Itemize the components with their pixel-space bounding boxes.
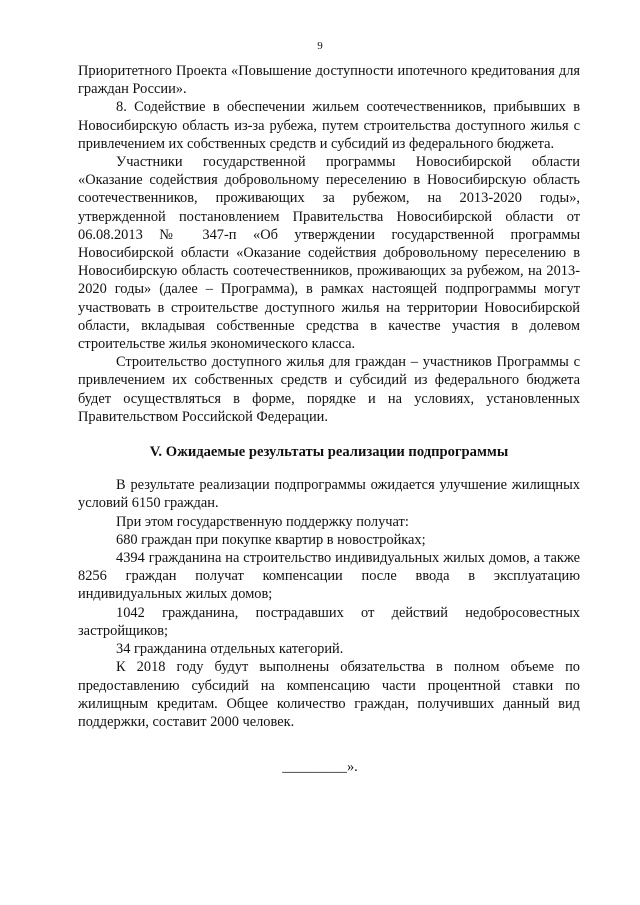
paragraph-special-categories: 34 гражданина отдельных категорий. (116, 641, 344, 658)
paragraph-defrauded-buyers: 1042 гражданина, пострадавших от действий недобросовестных застройщиков; (78, 604, 580, 639)
paragraph-individual-houses: 4394 гражданина на строительство индивидуальных жилых домов, а также 8256 граждан получат компенсации после ввода в эксплуатацию индивидуальных жилых домов; (78, 550, 580, 603)
paragraph-new-apartments: 680 граждан при покупке квартир в новостройках; (116, 531, 426, 548)
paragraph-interest-subsidies: К 2018 году будут выполнены обязательства в полном объеме по предоставлению субсидий на компенсацию части процентной ставки по жилищным кредитам. Общее количество граждан, получивших данный вид поддержки, составит 2000 человек. (78, 659, 580, 730)
closing-line: _________». (282, 759, 358, 775)
paragraph-program-participants: Участники государственной программы Новосибирской области «Оказание содействия добровольному переселению в Новосибирскую область соотечественников, проживающих за рубежом, на 2013-2020 годы», утвержденной постановлением Правительства Новосибирской области от 06.08.2013 № 347-п «Об утверждении государственной программы Новосибирской области «Оказание содействия добровольному переселению в Новосибирскую область соотечественников, проживающих за рубежом, на 2013-2020 годы» (далее – Программа), в рамках настоящей подпрограммы могут участвовать в строительстве доступного жилья на территории Новосибирской области, вкладывая собственные средства в качестве участия в долевом строительстве жилья экономического класса. (78, 154, 580, 353)
paragraph-construction-conditions: Строительство доступного жилья для граждан – участников Программы с привлечением их собственных средств и субсидий из федерального бюджета будет осуществляться в форме, порядке и на условиях, установленных Правительством Российской Федерации. (78, 354, 580, 425)
page-number: 9 (317, 40, 323, 52)
document-body (78, 62, 580, 731)
paragraph-item-8: 8. Содействие в обеспечении жильем соотечественников, прибывших в Новосибирскую область из-за рубежа, путем строительства доступного жилья с привлечением их собственных средств и субсидий из федерального бюджета. (78, 99, 580, 152)
paragraph-project-continuation: Приоритетного Проекта «Повышение доступности ипотечного кредитования для граждан России». (78, 63, 580, 98)
paragraph-expected-results: В результате реализации подпрограммы ожидается улучшение жилищных условий 6150 граждан. (78, 477, 580, 512)
paragraph-support-intro: При этом государственную поддержку получат: (116, 513, 409, 530)
section-heading: V. Ожидаемые результаты реализации подпрограммы (149, 444, 509, 461)
